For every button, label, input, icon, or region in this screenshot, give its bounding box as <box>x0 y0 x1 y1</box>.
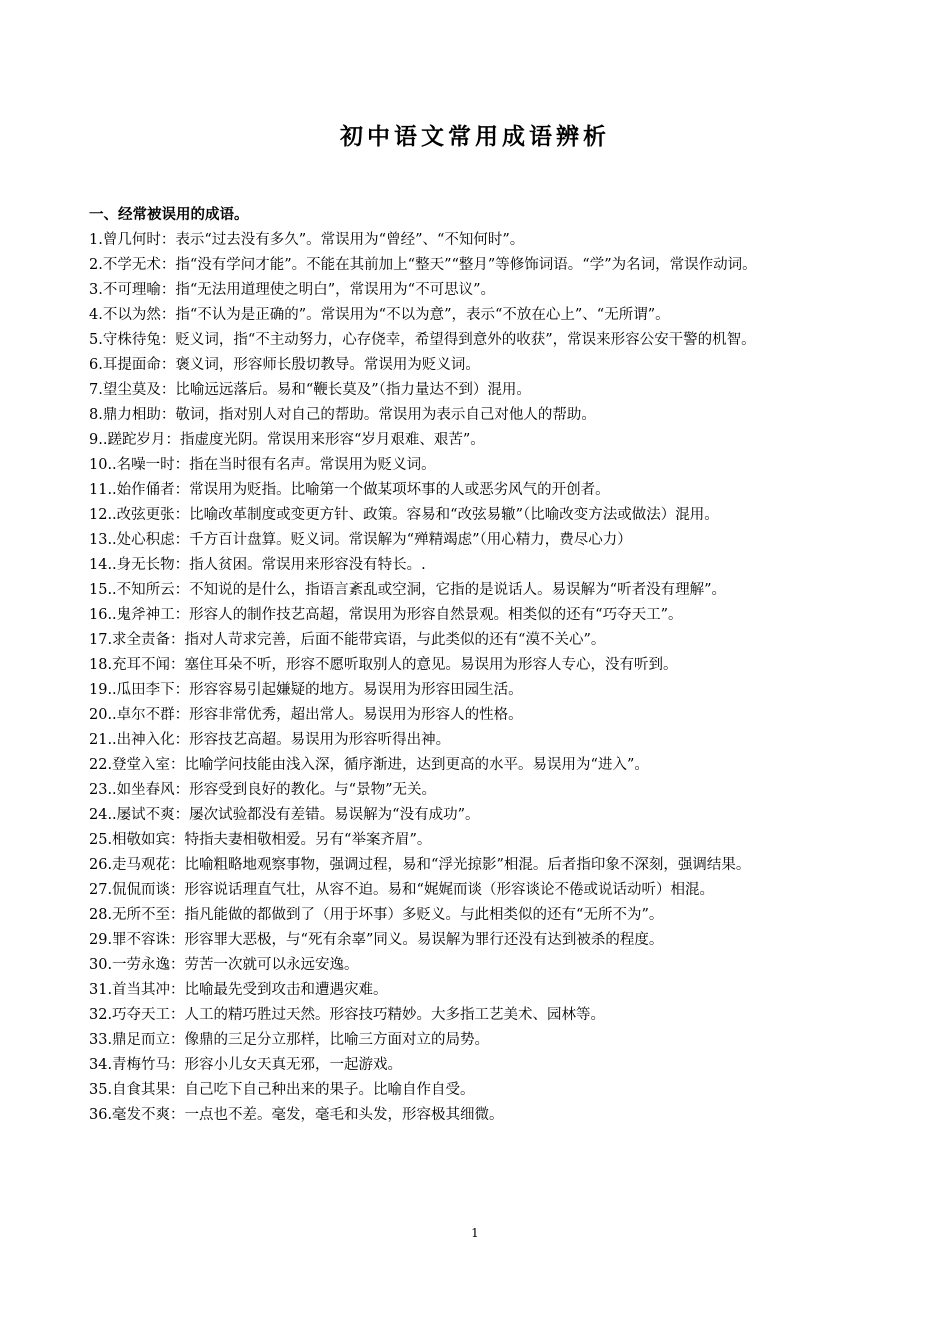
idiom-entry: 36.毫发不爽：一点也不差。毫发，毫毛和头发，形容极其细微。 <box>89 1107 504 1123</box>
idiom-entry: 7.望尘莫及：比喻远远落后。易和“鞭长莫及”（指力量达不到）混用。 <box>89 382 531 398</box>
idiom-entry: 3.不可理喻：指“无法用道理使之明白”，常误用为“不可思议”。 <box>89 282 495 298</box>
idiom-entry: 22.登堂入室：比喻学问技能由浅入深，循序渐进，达到更高的水平。易误用为“进入”。 <box>89 757 649 773</box>
idiom-entry: 27.侃侃而谈：形容说话理直气壮，从容不迫。易和“娓娓而谈（形容谈论不倦或说话动听）相混。 <box>89 882 714 898</box>
idiom-entry: 4.不以为然：指“不认为是正确的”。常误用为“不以为意”，表示“不放在心上”、“无所谓”。 <box>89 307 670 323</box>
idiom-entry: 19..瓜田李下：形容容易引起嫌疑的地方。易误用为形容田园生活。 <box>89 682 523 698</box>
idiom-entry: 23..如坐春风：形容受到良好的教化。与“景物”无关。 <box>89 782 436 798</box>
idiom-entry: 20..卓尔不群：形容非常优秀，超出常人。易误用为形容人的性格。 <box>89 707 523 723</box>
idiom-entry: 16..鬼斧神工：形容人的制作技艺高超，常误用为形容自然景观。相类似的还有“巧夺天工”。 <box>89 607 683 623</box>
page-number: 1 <box>471 1226 479 1240</box>
idiom-entry: 9..蹉跎岁月：指虚度光阴。常误用来形容“岁月艰难、艰苦”。 <box>89 432 485 448</box>
idiom-entry: 31.首当其冲：比喻最先受到攻击和遭遇灾难。 <box>89 982 388 998</box>
idiom-list <box>89 228 857 1128</box>
idiom-entry: 29.罪不容诛：形容罪大恶极，与“死有余辜”同义。易误解为罪行还没有达到被杀的程度。 <box>89 932 664 948</box>
document-title: 初中语文常用成语辨析 <box>340 123 610 150</box>
idiom-entry: 18.充耳不闻：塞住耳朵不听，形容不愿听取别人的意见。易误用为形容人专心，没有听到。 <box>89 657 678 673</box>
idiom-entry: 11..始作俑者：常误用为贬指。比喻第一个做某项坏事的人或恶劣风气的开创者。 <box>89 482 610 498</box>
idiom-entry: 2.不学无术：指“没有学问才能”。不能在其前加上“整天”“整月”等修饰词语。“学”为名词，常误作动词。 <box>89 257 757 273</box>
document-body <box>89 203 857 1128</box>
idiom-entry: 13..处心积虑：千方百计盘算。贬义词。常误解为“殚精竭虑”（用心精力，费尽心力） <box>89 532 632 548</box>
idiom-entry: 32.巧夺天工：人工的精巧胜过天然。形容技巧精妙。大多指工艺美术、园林等。 <box>89 1007 606 1023</box>
idiom-entry: 14..身无长物：指人贫困。常误用来形容没有特长。. <box>89 557 426 573</box>
idiom-entry: 25.相敬如宾：特指夫妻相敬相爱。另有“举案齐眉”。 <box>89 832 432 848</box>
idiom-entry: 34.青梅竹马：形容小儿女天真无邪，一起游戏。 <box>89 1057 403 1073</box>
idiom-entry: 15..不知所云：不知说的是什么，指语言紊乱或空洞，它指的是说话人。易误解为“听者没有理解”。 <box>89 582 726 598</box>
idiom-entry: 26.走马观花：比喻粗略地观察事物，强调过程，易和“浮光掠影”相混。后者指印象不深刻，强调结果。 <box>89 857 751 873</box>
idiom-entry: 24..屡试不爽：屡次试验都没有差错。易误解为“没有成功”。 <box>89 807 480 823</box>
idiom-entry: 33.鼎足而立：像鼎的三足分立那样，比喻三方面对立的局势。 <box>89 1032 490 1048</box>
idiom-entry: 30.一劳永逸：劳苦一次就可以永远安逸。 <box>89 957 359 973</box>
section-heading: 一、经常被误用的成语。 <box>89 207 249 223</box>
idiom-entry: 10..名噪一时：指在当时很有名声。常误用为贬义词。 <box>89 457 436 473</box>
idiom-entry: 35.自食其果：自己吃下自己种出来的果子。比喻自作自受。 <box>89 1082 475 1098</box>
idiom-entry: 5.守株待兔：贬义词，指“不主动努力，心存侥幸，希望得到意外的收获”，常误来形容公安干警的机智。 <box>89 332 756 348</box>
idiom-entry: 6.耳提面命：褒义词，形容师长殷切教导。常误用为贬义词。 <box>89 357 480 373</box>
idiom-entry: 17.求全责备：指对人苛求完善，后面不能带宾语，与此类似的还有“漠不关心”。 <box>89 632 606 648</box>
idiom-entry: 28.无所不至：指凡能做的都做到了（用于坏事）多贬义。与此相类似的还有“无所不为”。 <box>89 907 664 923</box>
idiom-entry: 21..出神入化：形容技艺高超。易误用为形容听得出神。 <box>89 732 451 748</box>
idiom-entry: 1.曾几何时：表示“过去没有多久”。常误用为“曾经”、“不知何时”。 <box>89 232 525 248</box>
idiom-entry: 12..改弦更张：比喻改革制度或变更方针、政策。容易和“改弦易辙”（比喻改变方法或做法）混用。 <box>89 507 719 523</box>
idiom-entry: 8.鼎力相助：敬词，指对别人对自己的帮助。常误用为表示自己对他人的帮助。 <box>89 407 596 423</box>
